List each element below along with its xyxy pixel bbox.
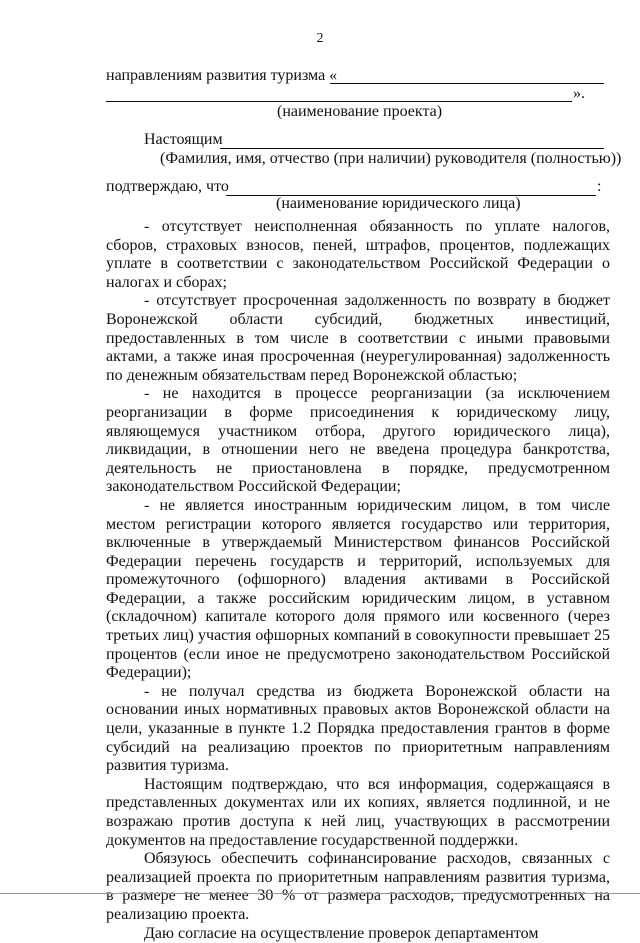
head-name-caption: (Фамилия, имя, отчество (при наличии) руководителя (полностью)) (160, 150, 622, 167)
cofinancing-paragraph: Обязуюсь обеспечить софинансирование расходов, связанных с реализацией проекта по приоритетным направлениям развития туризма, в размере не менее 30 % от размера расходов, предусмотренных на реализацию проекта. (106, 850, 610, 923)
page-number: 2 (316, 31, 324, 46)
project-line-suffix: ». (573, 85, 585, 102)
consent-paragraph: Даю согласие на осуществление проверок департаментом (144, 924, 539, 942)
head-line-prefix: Настоящим (144, 131, 223, 148)
page-bottom-edge (0, 893, 640, 894)
confirmation-paragraph: Настоящим подтверждаю, что вся информация, содержащаяся в представленных документах или их копиях, является подлинной, и не возражаю против доступа к ней лиц, участвующих в рассмотрении документов на предоставление государственной поддержки. (106, 775, 610, 849)
entity-name-caption: (наименование юридического лица) (276, 195, 521, 212)
condition-budget-debt: - отсутствует просроченная задолженность по возврату в бюджет Воронежской области субсидий, бюджетных инвестиций, предоставленных в том числе в соответствии с иными правовыми актами, а также иная просроченная (неурегулированная) задолженность по денежным обязательствам перед Воронежской областью; (106, 292, 610, 384)
document-body (106, 218, 610, 943)
project-line-prefix: направлениям развития туризма « (106, 67, 338, 84)
entity-line-prefix: подтверждаю, что (106, 178, 229, 195)
project-name-blank-1 (330, 83, 604, 84)
condition-reorganization: - не находится в процессе реорганизации (за исключением реорганизации в форме присоединения к юридическому лицу, являющемуся участником отбора, другого юридического лица), ликвидации, в отношении него не введена процедура банкротства, деятельность не приостановлена в порядке, предусмотренном законодательством Российской Федерации; (106, 385, 610, 496)
entity-line-suffix: : (597, 178, 602, 195)
condition-other-funds: - не получал средства из бюджета Воронежской области на основании иных нормативных правовых актов Воронежской области на цели, указанные в пункте 1.2 Порядка предоставления грантов в форме субсидий на реализацию проектов по приоритетным направлениям развития туризма. (106, 682, 610, 775)
condition-foreign-entity: - не является иностранным юридическим лицом, в том числе местом регистрации которого является государство или территория, включенные в утверждаемый Министерством финансов Российской Федерации перечень государств и территорий, используемых для промежуточного (офшорного) владения активами в Российской Федерации, а также российским юридическим лицом, в уставном (складочном) капитале которого доля прямого или косвенного (через третьих лиц) участия офшорных компаний в совокупности превышает 25 процентов (если иное не предусмотрено законодательством Российской Федерации); (106, 496, 610, 682)
project-name-caption: (наименование проекта) (277, 103, 443, 120)
condition-taxes: - отсутствует неисполненная обязанность по уплате налогов, сборов, страховых взносов, пеней, штрафов, процентов, подлежащих уплате в соответствии с законодательством Российской Федерации о налогах и сборах; (106, 218, 610, 291)
